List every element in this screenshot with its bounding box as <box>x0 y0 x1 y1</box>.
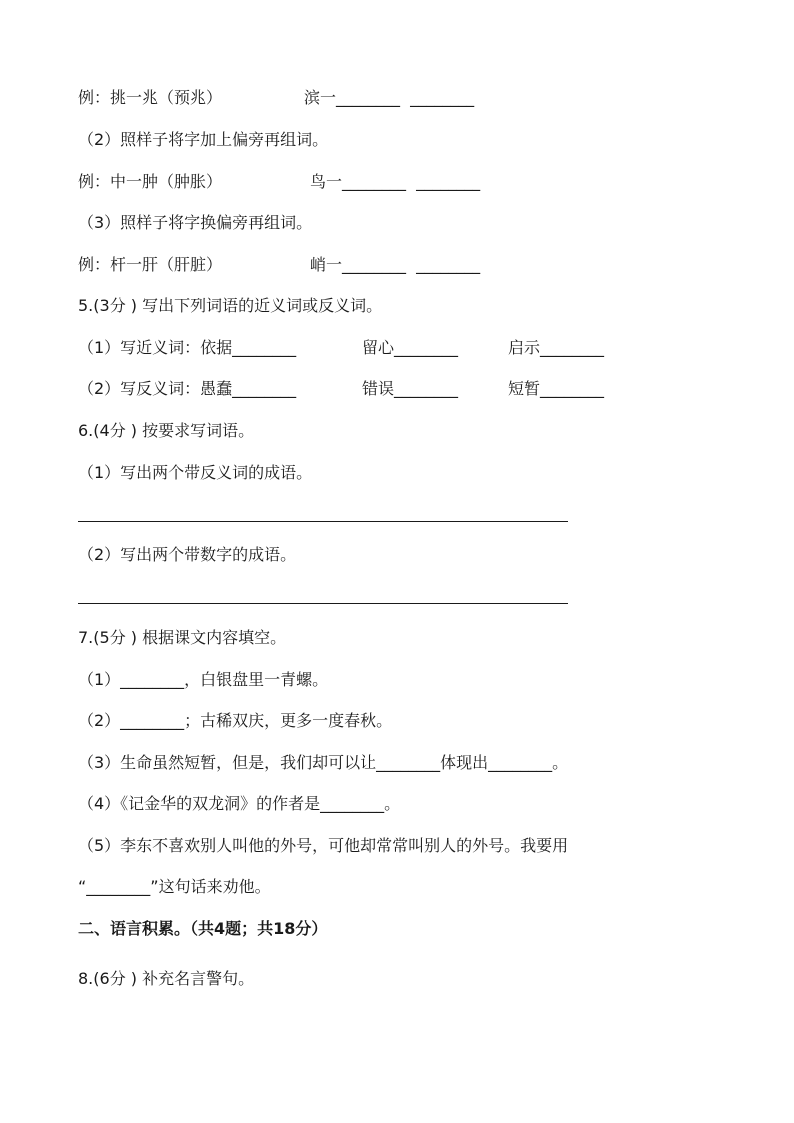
question-6-part-2: （2）写出两个带数字的成语。 <box>78 545 297 564</box>
answer-line-6-1 <box>78 521 568 522</box>
question-5-part-2 <box>78 379 605 399</box>
example-row-3 <box>78 255 481 275</box>
question-5: 5.(3分 ) 写出下列词语的近义词或反义词。 <box>78 296 383 315</box>
question-5-part-1 <box>78 338 605 358</box>
answer-line-6-2 <box>78 603 568 604</box>
example-1: 例：挑一兆（预兆） <box>78 88 223 107</box>
q5-2-a: （2）写反义词：愚蠢________ <box>78 379 297 398</box>
question-6: 6.(4分 ) 按要求写词语。 <box>78 421 255 440</box>
example-3: 例：杆一肝（肝脏） <box>78 255 223 274</box>
example-2: 例：中一肿（肿胀） <box>78 172 223 191</box>
q5-1-b: 留心________ <box>362 338 459 357</box>
question-7-part-4: （4）《记金华的双龙洞》的作者是________。 <box>78 794 401 813</box>
q5-2-b: 错误________ <box>362 379 459 398</box>
question-7-part-5: （5）李东不喜欢别人叫他的外号，可他却常常叫别人的外号。我要用 <box>78 836 569 855</box>
q5-1-c: 启示________ <box>508 338 605 357</box>
question-7-part-2: （2）________；古稀双庆，更多一度春秋。 <box>78 711 393 730</box>
instruction-2: （2）照样子将字加上偏旁再组词。 <box>78 130 329 149</box>
answer-1: 滨一________ ________ <box>304 88 475 107</box>
example-row-2 <box>78 172 481 192</box>
q5-2-c: 短暂________ <box>508 379 605 398</box>
answer-2: 鸟一________ ________ <box>310 172 481 191</box>
question-7-part-3: （3）生命虽然短暂，但是，我们却可以让________体现出________。 <box>78 753 569 772</box>
instruction-3: （3）照样子将字换偏旁再组词。 <box>78 213 313 232</box>
question-7-part-1: （1）________，白银盘里一青螺。 <box>78 670 329 689</box>
question-8: 8.(6分 ) 补充名言警句。 <box>78 969 255 988</box>
question-7-part-5-cont: “________”这句话来劝他。 <box>78 877 271 896</box>
example-row-1 <box>78 88 475 108</box>
question-7: 7.(5分 ) 根据课文内容填空。 <box>78 628 287 647</box>
section-2-heading: 二、语言积累。（共4题；共18分） <box>78 919 328 938</box>
q5-1-a: （1）写近义词：依据________ <box>78 338 297 357</box>
question-6-part-1: （1）写出两个带反义词的成语。 <box>78 463 313 482</box>
answer-3: 峭一________ ________ <box>310 255 481 274</box>
